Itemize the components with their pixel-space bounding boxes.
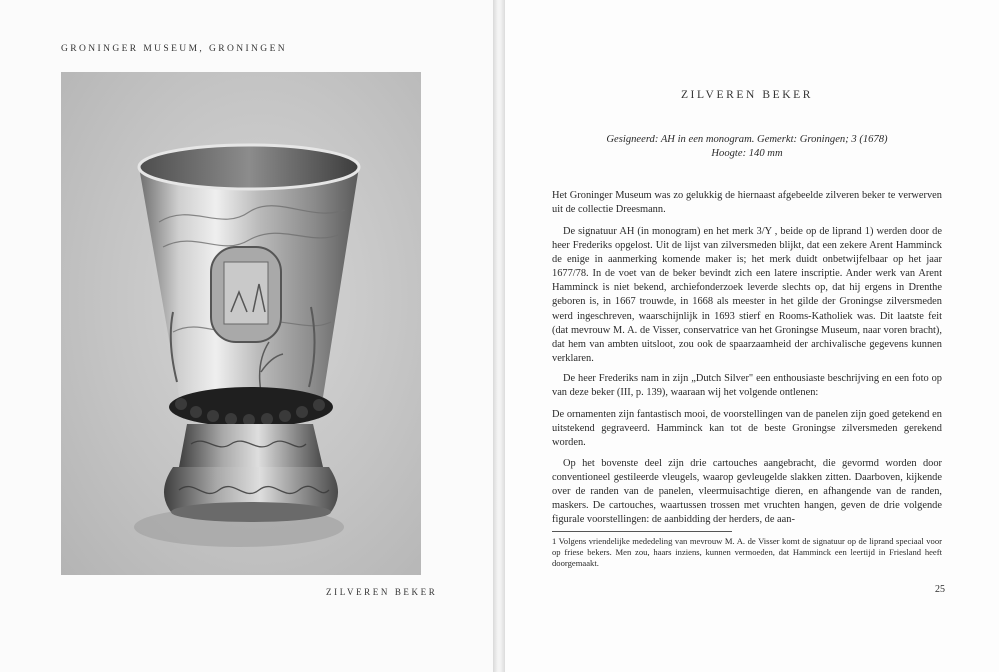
paragraph-5: Op het bovenste deel zijn drie cartouches aangebracht, die gevormd worden door conventioneel gestileerde vleugels, waarop gevleugelde slakken zitten. Daarboven, kijkende over de randen van de panelen, vleermuisachtige dieren, en afhangende van de randen, maskers. De cartouches, waartussen trossen met vruchten hangen, geven de drie volgende figurale voorstellingen: de aanbidding der herders, de aan-: [552, 458, 942, 526]
silver-beaker-photo-icon: [61, 72, 421, 575]
footnote-rule: [552, 531, 732, 532]
height-line: Hoogte: 140 mm: [711, 148, 783, 159]
running-head: GRONINGER MUSEUM, GRONINGEN: [61, 44, 288, 54]
signature-line: Gesigneerd: AH in een monogram. Gemerkt: Groningen; 3 (1678): [606, 134, 888, 145]
book-gutter: [493, 0, 505, 672]
page-number: 25: [935, 584, 945, 595]
paragraph-2: De signatuur AH (in monogram) en het merk 3/Y , beide op de liprand 1) werden door de heer Frederiks opgelost. Uit de lijst van zilversmeden blijkt, dat een zekere Arent Hamminck de enige in aanmerking komende maker is; het merk duidt onbetwijfelbaar op het jaar 1677/78. In de voet van de beker bevindt zich een latere inscriptie. Ander werk van Arent Hamminck is niet bekend, archiefonderzoek leverde slechts op, dat hij ergens in Drenthe geboren is, in 1667 trouwde, in 1668 als meester in het gilde der Groningse zilversmeden werd ingeschreven, waarschijnlijk in 1693 stierf en Rooms-Katholiek was. Dit laatste feit (dat mevrouw M. A. de Visser, conservatrice van het Groningse Museum, naar voren bracht), dat hem van ambten uitsloot, zou ook de spaarzaamheid der archivalische gegevens kunnen verklaren.: [552, 226, 942, 364]
paragraph-4-quote: De ornamenten zijn fantastisch mooi, de voorstellingen van de panelen zijn goed getekend en uitstekend gegraveerd. Hamminck kan tot de beste Groningse zilversmeden gerekend worden.: [552, 409, 942, 449]
paragraph-3: De heer Frederiks nam in zijn „Dutch Silver" een enthousiaste beschrijving en een foto op van deze beker (III, p. 139), waaraan wij het volgende ontlenen:: [552, 373, 942, 399]
plate-caption: ZILVEREN BEKER: [326, 587, 438, 597]
left-page: [0, 0, 493, 672]
article-title: ZILVEREN BEKER: [680, 89, 814, 101]
paragraph-1: Het Groninger Museum was zo gelukkig de hiernaast afgebeelde zilveren beker te verwerven uit de collectie Dreesmann.: [552, 190, 942, 216]
signature-info: [552, 133, 942, 161]
right-page: [505, 0, 999, 672]
footnote: 1 Volgens vriendelijke mededeling van mevrouw M. A. de Visser komt de signatuur op de liprand speciaal voor op friese bekers. Men zou, haars inziens, kunnen vermoeden, dat Hamminck een leertijd in Friesland heeft doorgemaakt.: [552, 536, 942, 568]
beaker-photo-plate: [61, 72, 421, 575]
